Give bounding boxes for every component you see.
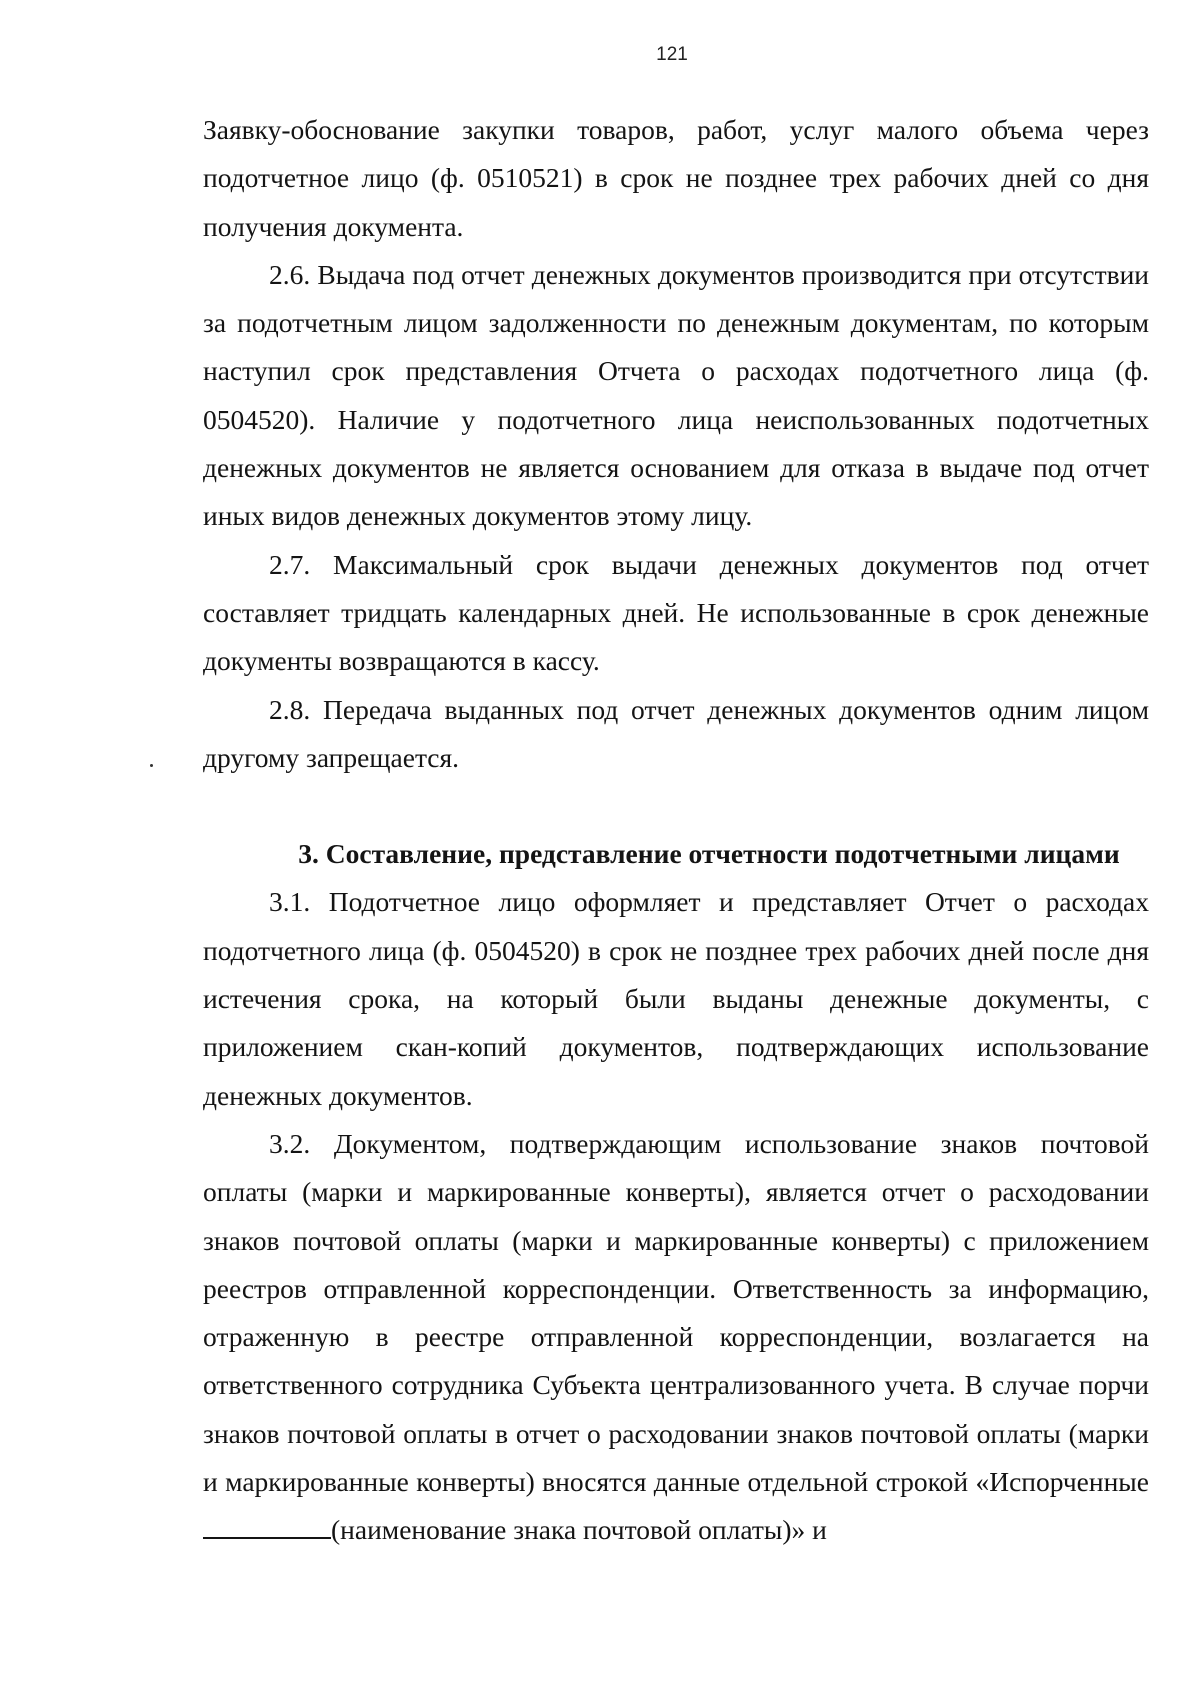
paragraph-3-2-tail: (наименование знака почтовой оплаты)» и xyxy=(331,1514,827,1546)
paragraph-2-7: 2.7. Максимальный срок выдачи денежных документов под отчет составляет тридцать календарных дней. Не использованные в срок денежные документы возвращаются в кассу. xyxy=(203,548,1149,677)
section-3-heading: 3. Составление, представление отчетности подотчетными лицами xyxy=(298,838,1120,870)
paragraph-2-6: 2.6. Выдача под отчет денежных документов производится при отсутствии за подотчетным лицом задолженности по денежным документам, по которым наступил срок представления Отчета о расходах подотчетного лица (ф. 0504520). Наличие у подотчетного лица неиспользованных подотчетных денежных документов не является основанием для отказа в выдаче под отчет иных видов денежных документов этому лицу. xyxy=(203,258,1149,532)
paragraph-2-8: 2.8. Передача выданных под отчет денежных документов одним лицом другому запрещается. xyxy=(203,693,1149,773)
paragraph-3-2 xyxy=(203,1120,1149,1555)
page-number: 121 xyxy=(656,44,688,65)
paragraph-3-2-main: 3.2. Документом, подтверждающим использование знаков почтовой оплаты (марки и маркированные конверты), является отчет о расходовании знаков почтовой оплаты (марки и маркированные конверты) с приложением реестров отправленной корреспонденции. Ответственность за информацию, отраженную в реестре отправленной корреспонденции, возлагается на ответственного сотрудника Субъекта централизованного учета. В случае порчи знаков почтовой оплаты в отчет о расходовании знаков почтовой оплаты (марки и маркированные конверты) вносятся данные отдельной строкой «Испорченные xyxy=(203,1127,1149,1498)
fill-in-blank xyxy=(203,1515,331,1539)
section-spacer xyxy=(203,782,1149,830)
paragraph-continuation: Заявку-обоснование закупки товаров, работ, услуг малого объема через подотчетное лицо (ф. 0510521) в срок не позднее трех рабочих дней со дня получения документа. xyxy=(203,114,1149,242)
scan-artifact-dot xyxy=(150,764,153,767)
document-body xyxy=(203,106,1149,1555)
paragraph-3-1: 3.1. Подотчетное лицо оформляет и представляет Отчет о расходах подотчетного лица (ф. 0504520) в срок не позднее трех рабочих дней после дня истечения срока, на который были выданы денежные документы, с приложением скан-копий документов, подтверждающих использование денежных документов. xyxy=(203,886,1149,1111)
